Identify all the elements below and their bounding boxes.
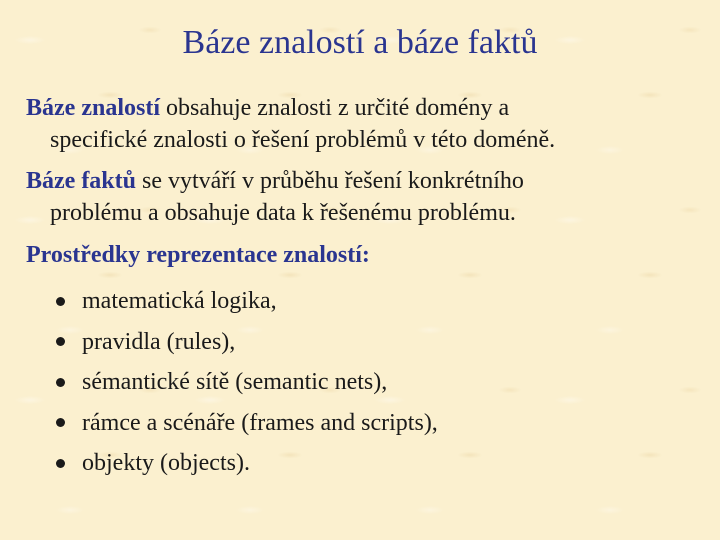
fact-base-text-line1: se vytváří v průběhu řešení konkrétního — [136, 168, 524, 194]
list-item-text: pravidla (rules), — [82, 328, 236, 355]
methods-heading: Prostředky reprezentace znalostí: — [26, 242, 370, 268]
list-item — [56, 443, 438, 484]
list-item-text: matematická logika, — [82, 288, 277, 314]
list-item — [56, 322, 438, 363]
bullet-icon — [56, 418, 65, 427]
fact-base-text-line2: problému a obsahuje data k řešenému problému. — [50, 200, 516, 226]
bullet-icon — [56, 378, 65, 387]
knowledge-base-paragraph — [26, 92, 686, 156]
bullet-icon — [56, 297, 65, 306]
knowledge-base-text-line1: obsahuje znalosti z určité domény a — [159, 95, 510, 121]
list-item-text: objekty (objects). — [82, 450, 250, 476]
methods-heading-block — [26, 239, 686, 271]
list-item — [56, 403, 438, 444]
slide-title: Báze znalostí a báze faktů — [182, 24, 538, 61]
fact-base-paragraph — [26, 165, 686, 229]
list-item-text: rámce a scénáře (frames and scripts), — [82, 409, 438, 436]
methods-list — [56, 281, 438, 484]
list-item — [56, 362, 438, 403]
list-item — [56, 281, 438, 322]
knowledge-base-term: Báze znalostí — [26, 95, 160, 121]
bullet-icon — [56, 459, 65, 468]
knowledge-base-text-line2: specifické znalosti o řešení problémů v této doméně. — [50, 127, 556, 153]
bullet-icon — [56, 337, 65, 346]
list-item-text: sémantické sítě (semantic nets), — [82, 369, 388, 395]
fact-base-term: Báze faktů — [26, 168, 136, 194]
